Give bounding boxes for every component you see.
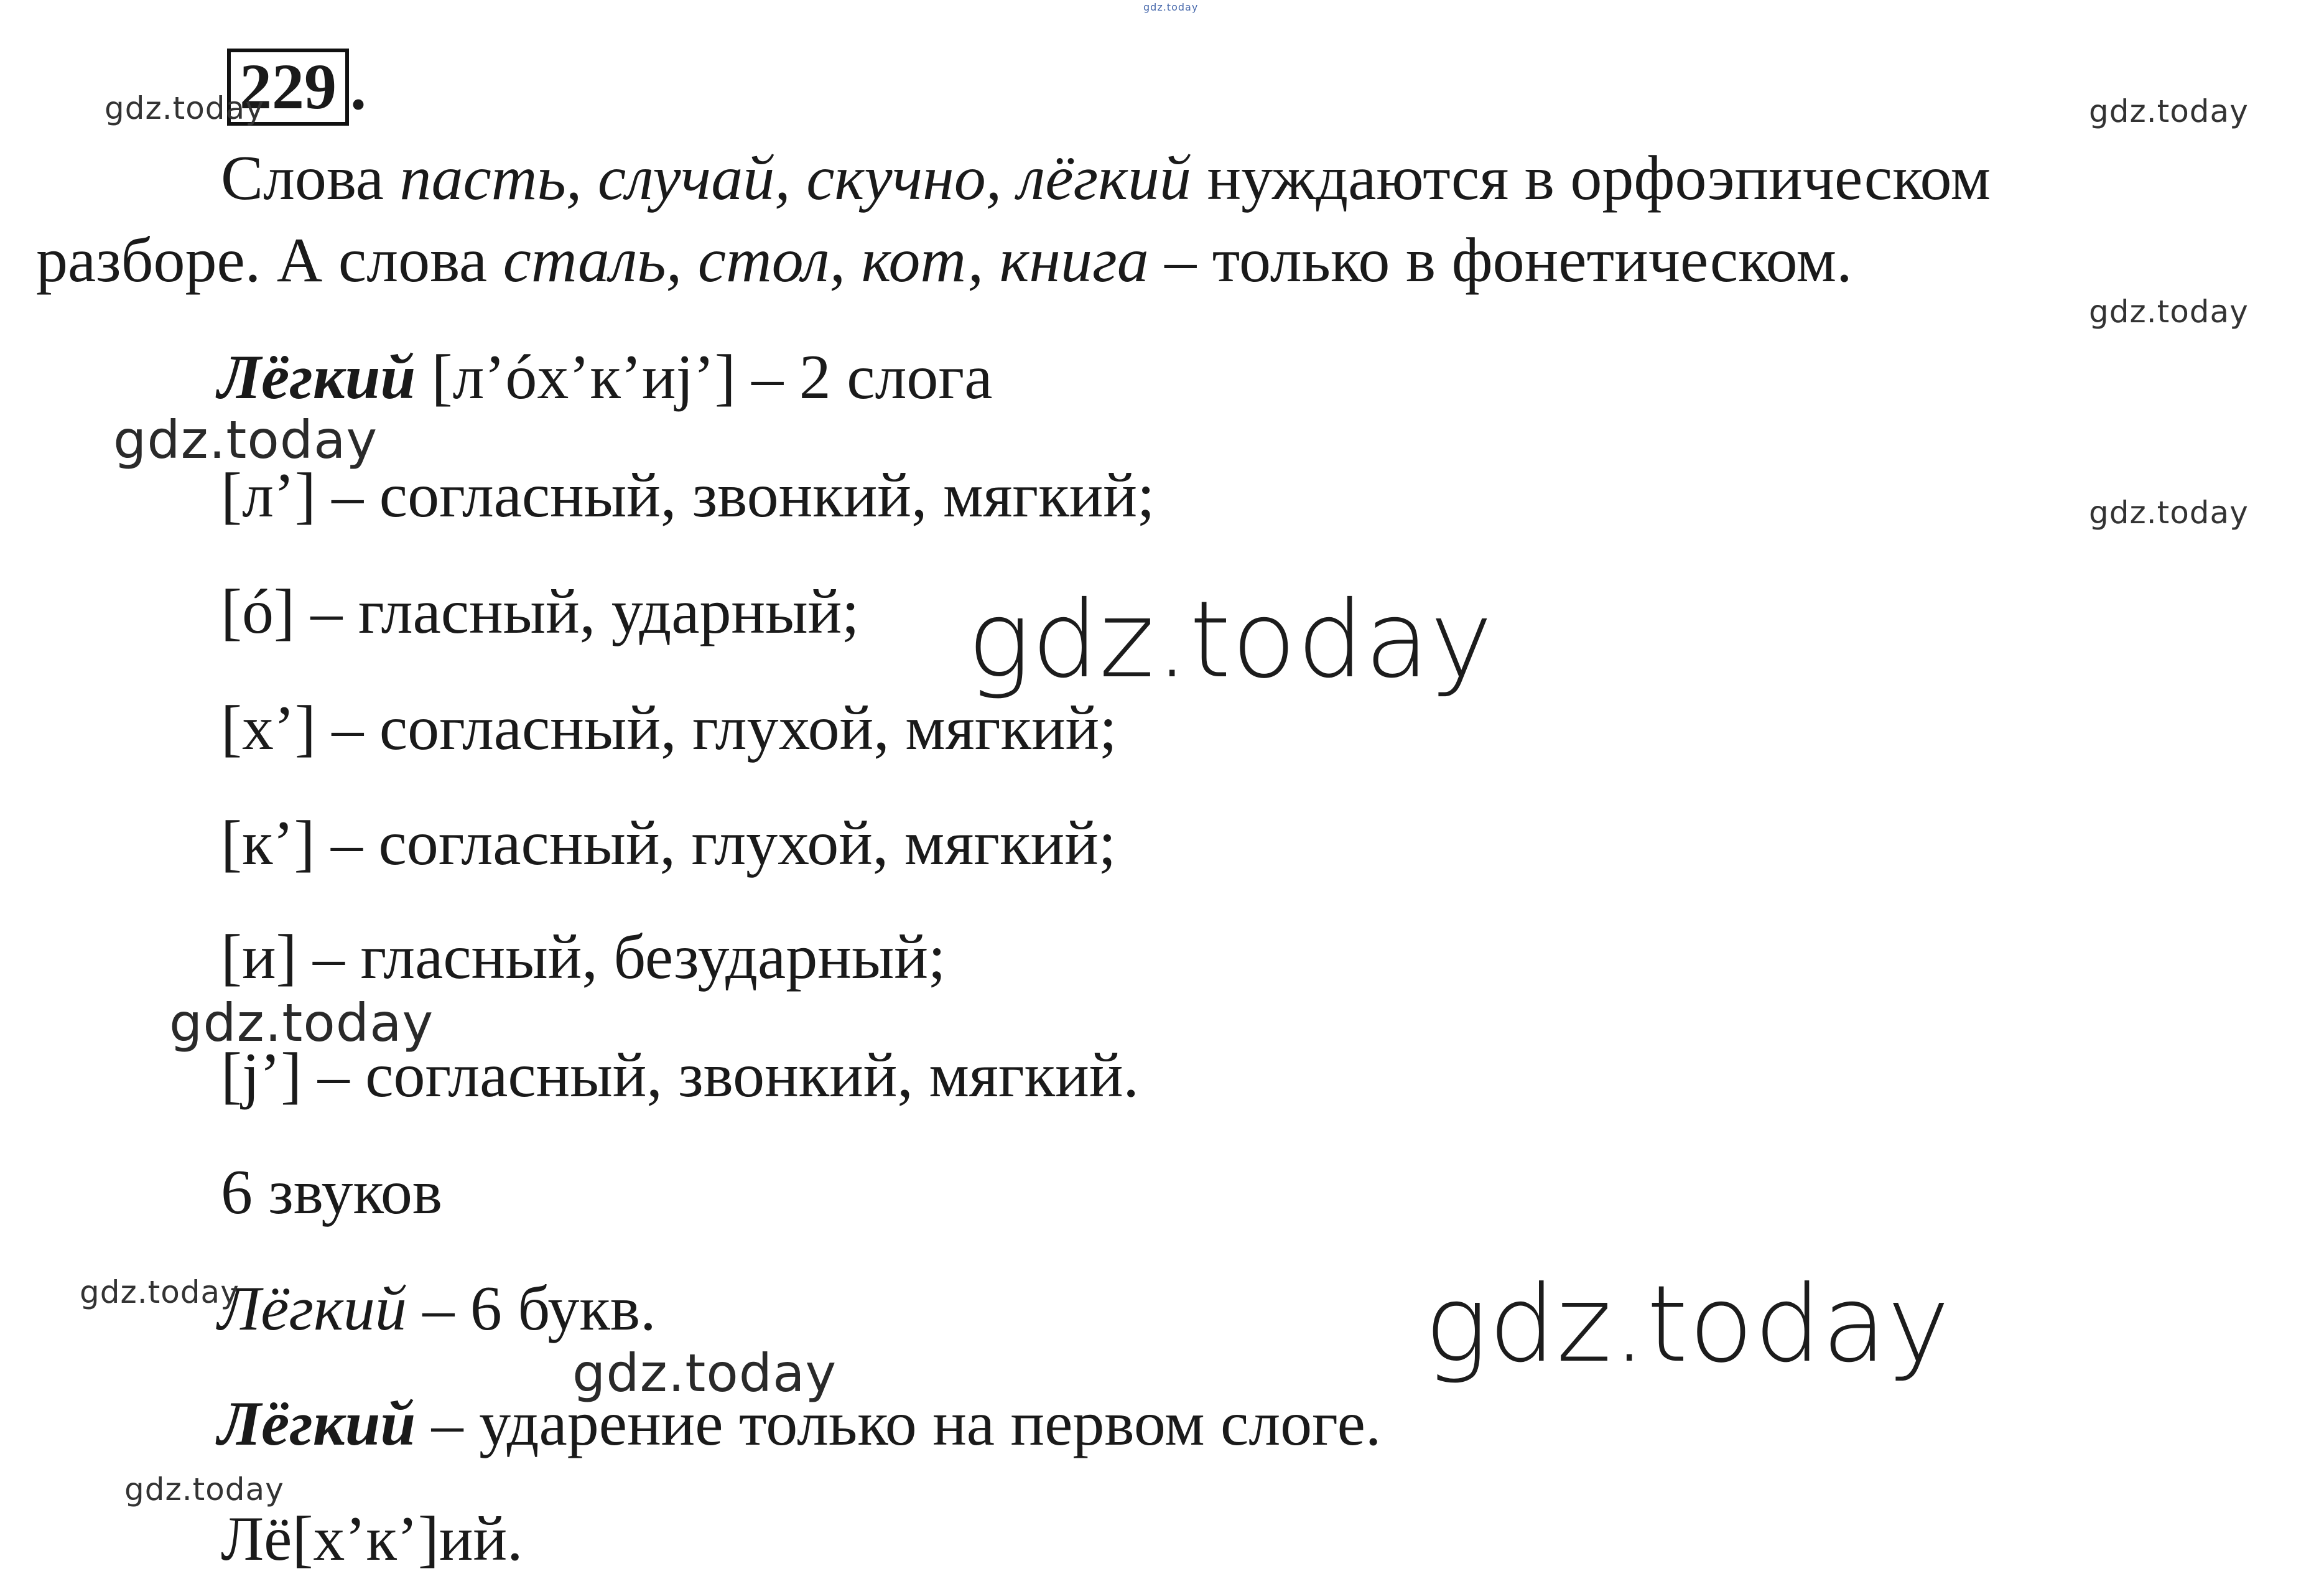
sound-line-2: [ó] – гласный, ударный; <box>221 577 860 647</box>
sound-line-4: [к’] – согласный, глухой, мягкий; <box>221 808 1117 878</box>
intro-line-2 <box>36 224 1852 297</box>
watermark-left-medium-1: gdz.today <box>113 409 378 470</box>
watermark-center-medium: gdz.today <box>572 1343 837 1404</box>
watermark-top-left: gdz.today <box>105 90 264 126</box>
intro-line-1-start: Слова <box>221 143 400 213</box>
intro-line-2-italic: сталь, стол, кот, книга <box>503 225 1149 296</box>
watermark-top-right: gdz.today <box>2089 93 2249 129</box>
sound-line-5: [и] – гласный, безударный; <box>221 922 946 992</box>
sound-count: 6 звуков <box>221 1157 443 1228</box>
watermark-right-3: gdz.today <box>2089 495 2249 531</box>
exercise-number-text: 229 <box>239 51 337 123</box>
spelling-line: Лё[х’к’]ий. <box>221 1504 523 1574</box>
intro-line-2-end: – только в фонетическом. <box>1148 225 1852 296</box>
watermark-big-right: gdz.today <box>1425 1263 1951 1386</box>
intro-line-1-italic: пасть, случай, скучно, лёгкий <box>399 143 1191 213</box>
watermark-big-center: gdz.today <box>967 579 1494 702</box>
sound-line-6: [j’] – согласный, звонкий, мягкий. <box>221 1040 1139 1111</box>
letters-word: Лёгкий <box>218 1274 407 1344</box>
watermark-left-4: gdz.today <box>124 1471 284 1507</box>
word-heading-word: Лёгкий <box>218 342 416 412</box>
exercise-number-dot: . <box>350 51 366 123</box>
letters-rest: – 6 букв. <box>406 1274 656 1344</box>
word-heading <box>218 341 993 414</box>
stress-rest: – ударение только на первом слоге. <box>416 1389 1382 1459</box>
watermark-left-3: gdz.today <box>80 1274 239 1310</box>
stress-word: Лёгкий <box>218 1389 416 1459</box>
watermark-right-2: gdz.today <box>2089 294 2249 330</box>
intro-line-2-start: разборе. А слова <box>36 225 503 296</box>
intro-line-1-end: нуждаются в орфоэпическом <box>1191 143 1991 213</box>
letters-line <box>218 1272 656 1345</box>
sound-line-3: [х’] – согласный, глухой, мягкий; <box>221 693 1117 763</box>
watermark-tiny-top: gdz.today <box>1143 1 1199 13</box>
intro-line-1 <box>221 142 1991 215</box>
watermark-left-medium-2: gdz.today <box>169 992 434 1053</box>
word-heading-transcription: [л’óх’к’иj’] – 2 слога <box>416 342 993 412</box>
sound-line-1: [л’] – согласный, звонкий, мягкий; <box>221 460 1155 531</box>
